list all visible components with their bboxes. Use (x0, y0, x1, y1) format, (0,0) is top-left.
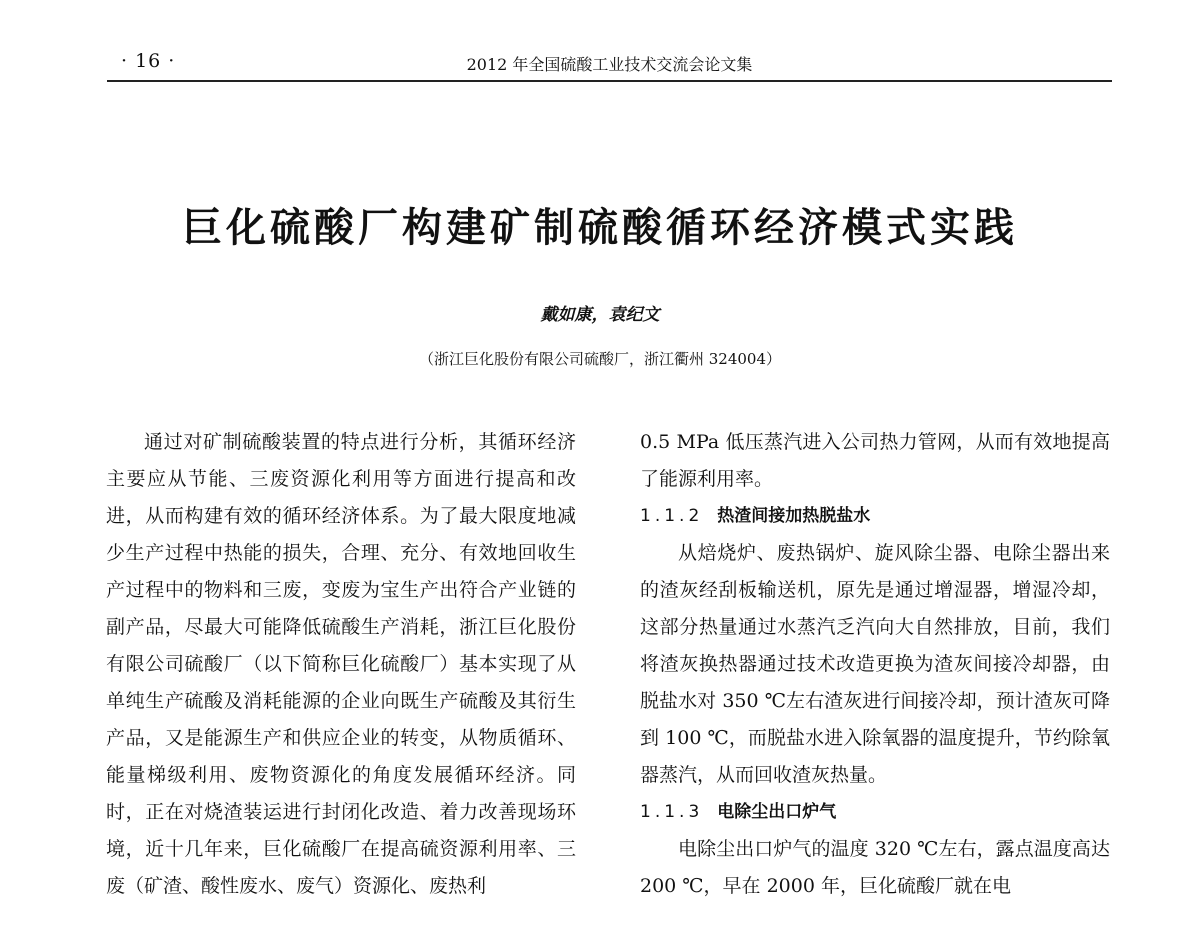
article-title: 巨化硫酸厂构建矿制硫酸循环经济模式实践 (182, 205, 1018, 251)
section-paragraph-1-1-2: 从焙烧炉、废热锅炉、旋风除尘器、电除尘器出来的渣灰经刮板输送机，原先是通过增湿器，增湿冷却，这部分热量通过水蒸汽乏汽向大自然排放，目前，我们将渣灰换热器通过技术改造更换为渣灰间接冷却器，由脱盐水对 350 ℃左右渣灰进行间接冷却，预计渣灰可降到 100 ℃，而脱盐水进入除氧器的温度提升，节约除氧器蒸汽，从而回收渣灰热量。 (640, 542, 1110, 786)
page-number: · 16 · (121, 50, 176, 72)
intro-paragraph: 通过对矿制硫酸装置的特点进行分析，其循环经济主要应从节能、三废资源化利用等方面进行提高和改进，从而构建有效的循环经济体系。为了最大限度地减少生产过程中热能的损失，合理、充分、有效地回收生产过程中的物料和三废，变废为宝生产出符合产业链的副产品，尽最大可能降低硫酸生产消耗，浙江巨化股份有限公司硫酸厂（以下简称巨化硫酸厂）基本实现了从单纯生产硫酸及消耗能源的企业向既生产硫酸及其衍生产品，又是能源生产和供应企业的转变，从物质循环、能量梯级利用、废物资源化的角度发展循环经济。同时，正在对烧渣装运进行封闭化改造、着力改善现场环境，近十几年来，巨化硫酸厂在提高硫资源利用率、三废（矿渣、酸性废水、废气）资源化、废热利 (106, 431, 576, 897)
section-paragraph-1-1-3: 电除尘出口炉气的温度 320 ℃左右，露点温度高达 200 ℃，早在 2000 年，巨化硫酸厂就在电 (640, 838, 1110, 897)
section-heading-1-1-3 (640, 794, 1110, 831)
article-affiliation: （浙江巨化股份有限公司硫酸厂，浙江衢州 324004） (418, 350, 782, 368)
section-heading-1-1-2 (640, 498, 1110, 535)
running-title: 2012 年全国硫酸工业技术交流会论文集 (466, 55, 753, 74)
section-number: 1.1.3 (640, 802, 704, 822)
right-column (640, 424, 1110, 905)
left-column (106, 424, 576, 905)
section-number: 1.1.2 (640, 506, 704, 526)
section-title: 热渣间接加热脱盐水 (717, 506, 871, 526)
running-header (107, 44, 1112, 82)
continued-paragraph: 0.5 MPa 低压蒸汽进入公司热力管网，从而有效地提高了能源利用率。 (640, 431, 1110, 490)
article-authors: 戴如康，袁纪文 (540, 305, 660, 325)
section-title: 电除尘出口炉气 (717, 802, 837, 822)
